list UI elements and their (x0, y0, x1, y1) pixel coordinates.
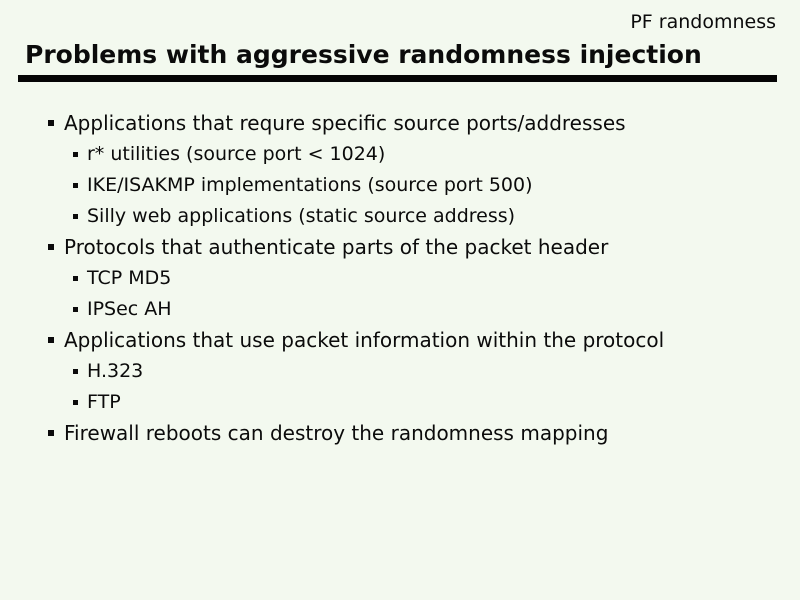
bullet-square-icon (73, 214, 78, 219)
bullet-square-icon (48, 244, 54, 250)
sub-bullet-text: r* utilities (source port < 1024) (87, 143, 386, 165)
bullet-list (0, 108, 800, 449)
bullet-text: Applications that requre specific source ports/addresses (64, 111, 626, 135)
bullet-text: Applications that use packet information within the protocol (64, 328, 665, 352)
sub-bullet-item (0, 294, 800, 325)
bullet-square-icon (73, 400, 78, 405)
bullet-text: Firewall reboots can destroy the randomness mapping (64, 421, 609, 445)
bullet-square-icon (48, 120, 54, 126)
title-rule (18, 75, 777, 82)
bullet-square-icon (73, 369, 78, 374)
bullet-square-icon (73, 307, 78, 312)
sub-bullet-item (0, 201, 800, 232)
sub-bullet-text: IPSec AH (87, 298, 172, 320)
sub-bullet-item (0, 170, 800, 201)
sub-bullet-item (0, 263, 800, 294)
bullet-square-icon (73, 152, 78, 157)
sub-bullet-text: IKE/ISAKMP implementations (source port 500) (87, 174, 533, 196)
bullet-text: Protocols that authenticate parts of the packet header (64, 235, 609, 259)
bullet-square-icon (48, 337, 54, 343)
bullet-item (0, 325, 800, 356)
bullet-square-icon (73, 183, 78, 188)
slide-title: Problems with aggressive randomness injection (25, 40, 702, 69)
sub-bullet-text: Silly web applications (static source address) (87, 205, 516, 227)
sub-bullet-text: FTP (87, 391, 121, 413)
bullet-item (0, 108, 800, 139)
bullet-square-icon (73, 276, 78, 281)
sub-bullet-item (0, 387, 800, 418)
sub-bullet-text: H.323 (87, 360, 144, 382)
bullet-item (0, 232, 800, 263)
sub-bullet-item (0, 356, 800, 387)
bullet-item (0, 418, 800, 449)
sub-bullet-item (0, 139, 800, 170)
sub-bullet-text: TCP MD5 (87, 267, 172, 289)
slide-corner-label: PF randomness (630, 11, 776, 33)
bullet-square-icon (48, 430, 54, 436)
